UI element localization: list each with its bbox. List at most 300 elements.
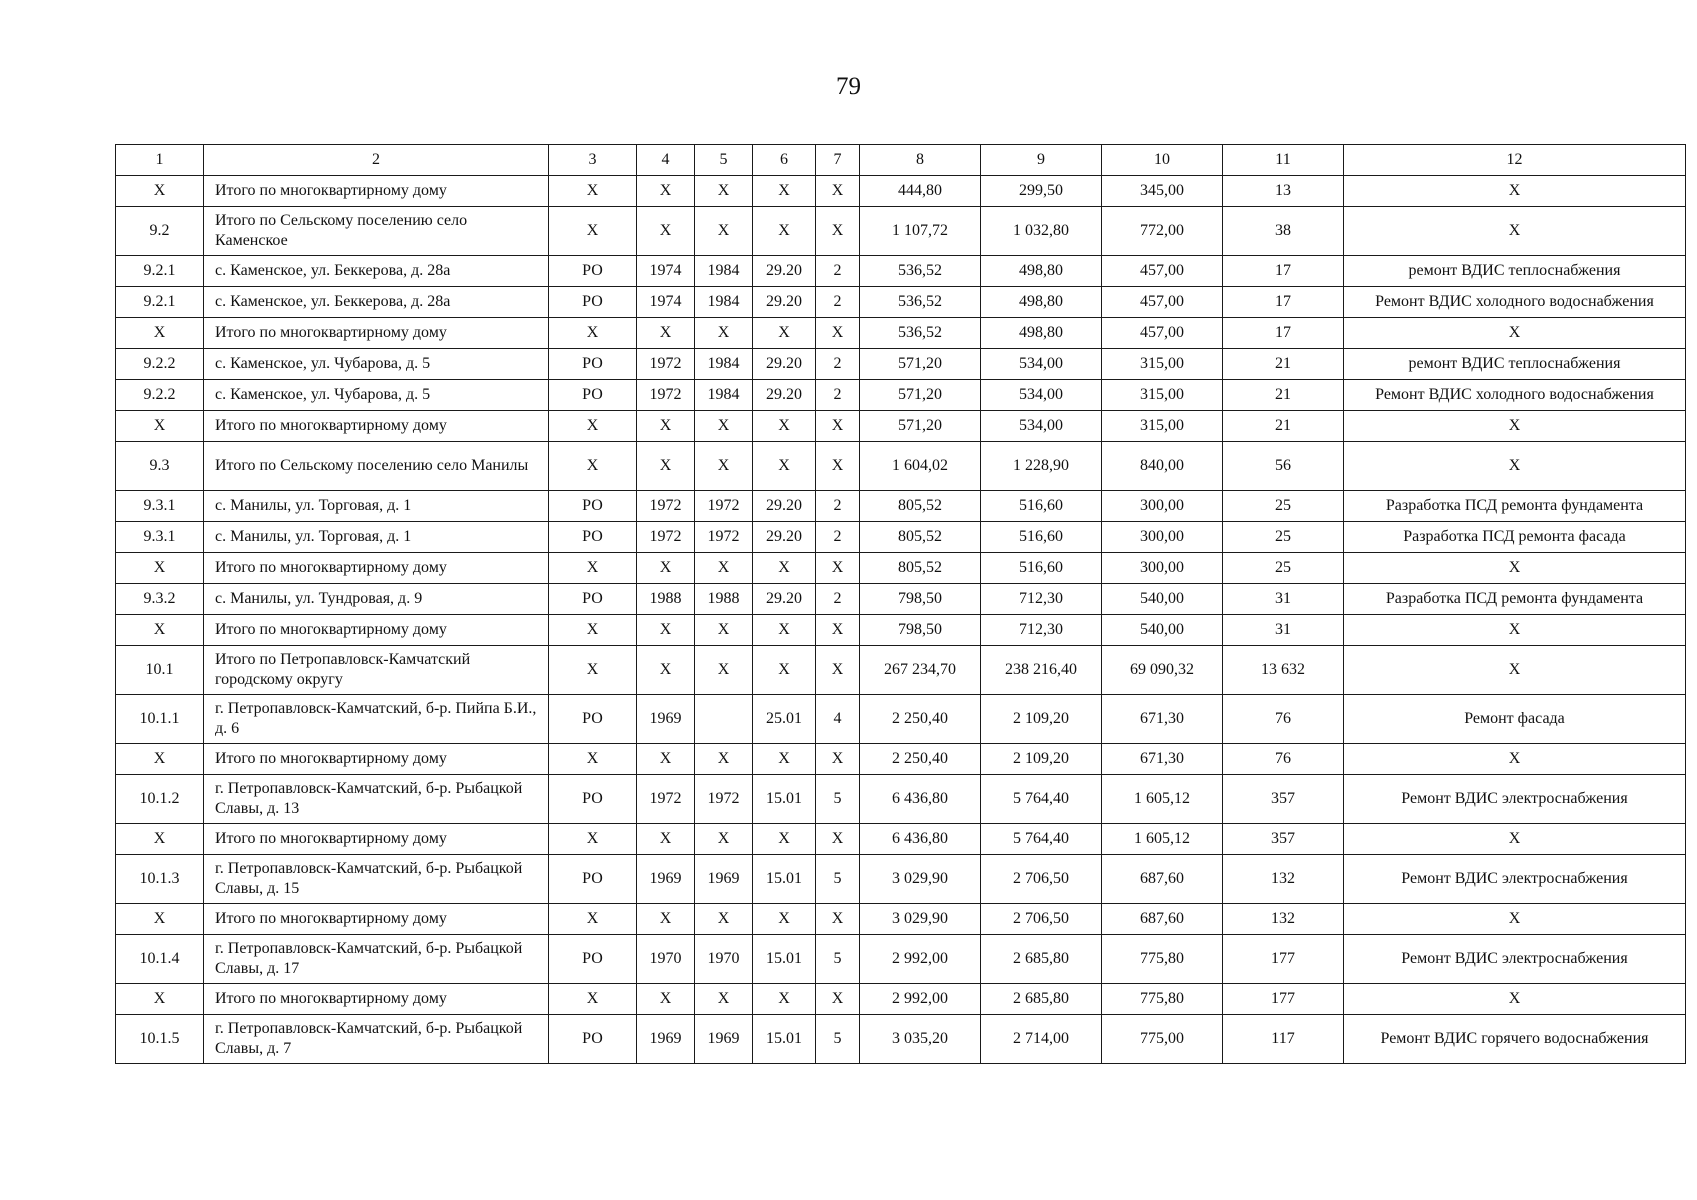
header-cell: 4: [637, 145, 695, 176]
row-number-cell: 10.1.2: [116, 775, 204, 824]
year-built-cell: 1972: [637, 775, 695, 824]
total-area-cell: 1 604,02: [860, 442, 981, 491]
ownership-cell: X: [549, 411, 637, 442]
address-cell: Итого по Петропавловск-Камчатский городскому округу: [204, 646, 549, 695]
address-cell: с. Каменское, ул. Чубарова, д. 5: [204, 380, 549, 411]
living-area-cell: 2 706,50: [981, 855, 1102, 904]
year-built-cell: X: [637, 176, 695, 207]
floors-cell: 5: [816, 1015, 860, 1064]
row-number-cell: X: [116, 824, 204, 855]
residents-cell: 76: [1223, 695, 1344, 744]
wall-code-cell: X: [753, 553, 816, 584]
address-cell: г. Петропавловск-Камчатский, б-р. Рыбацкой Славы, д. 15: [204, 855, 549, 904]
wall-code-cell: X: [753, 984, 816, 1015]
row-number-cell: 9.3.2: [116, 584, 204, 615]
address-cell: Итого по многоквартирному дому: [204, 318, 549, 349]
wall-code-cell: X: [753, 744, 816, 775]
residents-cell: 17: [1223, 287, 1344, 318]
wall-code-cell: 29.20: [753, 349, 816, 380]
table-row: [116, 380, 1686, 411]
wall-code-cell: 25.01: [753, 695, 816, 744]
residential-area-cell: 300,00: [1102, 553, 1223, 584]
residents-cell: 38: [1223, 207, 1344, 256]
work-type-cell: X: [1344, 207, 1686, 256]
residents-cell: 31: [1223, 615, 1344, 646]
table-row: [116, 318, 1686, 349]
work-type-cell: X: [1344, 646, 1686, 695]
residents-cell: 17: [1223, 256, 1344, 287]
year-built-cell: 1972: [637, 491, 695, 522]
year-overhaul-cell: X: [695, 615, 753, 646]
floors-cell: 5: [816, 775, 860, 824]
floors-cell: 2: [816, 380, 860, 411]
year-overhaul-cell: X: [695, 824, 753, 855]
total-area-cell: 3 035,20: [860, 1015, 981, 1064]
year-overhaul-cell: 1984: [695, 256, 753, 287]
ownership-cell: РО: [549, 349, 637, 380]
wall-code-cell: X: [753, 615, 816, 646]
total-area-cell: 798,50: [860, 584, 981, 615]
residents-cell: 132: [1223, 904, 1344, 935]
living-area-cell: 498,80: [981, 256, 1102, 287]
work-type-cell: Ремонт ВДИС холодного водоснабжения: [1344, 287, 1686, 318]
floors-cell: X: [816, 984, 860, 1015]
wall-code-cell: X: [753, 442, 816, 491]
table-row: [116, 984, 1686, 1015]
ownership-cell: РО: [549, 522, 637, 553]
address-cell: г. Петропавловск-Камчатский, б-р. Рыбацкой Славы, д. 13: [204, 775, 549, 824]
wall-code-cell: X: [753, 824, 816, 855]
living-area-cell: 2 706,50: [981, 904, 1102, 935]
row-number-cell: 9.3.1: [116, 522, 204, 553]
data-table: [115, 144, 1686, 1064]
address-cell: г. Петропавловск-Камчатский, б-р. Пийпа Б.И., д. 6: [204, 695, 549, 744]
living-area-cell: 516,60: [981, 522, 1102, 553]
year-built-cell: X: [637, 442, 695, 491]
header-cell: 5: [695, 145, 753, 176]
table-row: [116, 256, 1686, 287]
year-overhaul-cell: X: [695, 984, 753, 1015]
residential-area-cell: 69 090,32: [1102, 646, 1223, 695]
work-type-cell: Разработка ПСД ремонта фасада: [1344, 522, 1686, 553]
residential-area-cell: 687,60: [1102, 855, 1223, 904]
row-number-cell: X: [116, 904, 204, 935]
residents-cell: 21: [1223, 411, 1344, 442]
row-number-cell: X: [116, 615, 204, 646]
year-overhaul-cell: 1984: [695, 380, 753, 411]
work-type-cell: X: [1344, 615, 1686, 646]
year-overhaul-cell: 1972: [695, 522, 753, 553]
address-cell: г. Петропавловск-Камчатский, б-р. Рыбацкой Славы, д. 17: [204, 935, 549, 984]
year-built-cell: X: [637, 824, 695, 855]
row-number-cell: X: [116, 318, 204, 349]
living-area-cell: 516,60: [981, 491, 1102, 522]
living-area-cell: 5 764,40: [981, 824, 1102, 855]
total-area-cell: 1 107,72: [860, 207, 981, 256]
row-number-cell: 10.1.4: [116, 935, 204, 984]
header-cell: 7: [816, 145, 860, 176]
residential-area-cell: 671,30: [1102, 744, 1223, 775]
living-area-cell: 1 228,90: [981, 442, 1102, 491]
ownership-cell: РО: [549, 695, 637, 744]
living-area-cell: 238 216,40: [981, 646, 1102, 695]
living-area-cell: 534,00: [981, 380, 1102, 411]
table-row: [116, 855, 1686, 904]
floors-cell: X: [816, 553, 860, 584]
work-type-cell: X: [1344, 411, 1686, 442]
total-area-cell: 444,80: [860, 176, 981, 207]
residential-area-cell: 840,00: [1102, 442, 1223, 491]
total-area-cell: 3 029,90: [860, 855, 981, 904]
year-built-cell: X: [637, 318, 695, 349]
ownership-cell: X: [549, 984, 637, 1015]
living-area-cell: 2 714,00: [981, 1015, 1102, 1064]
year-overhaul-cell: 1969: [695, 1015, 753, 1064]
row-number-cell: 10.1: [116, 646, 204, 695]
address-cell: с. Манилы, ул. Торговая, д. 1: [204, 522, 549, 553]
total-area-cell: 805,52: [860, 522, 981, 553]
wall-code-cell: 29.20: [753, 380, 816, 411]
residents-cell: 76: [1223, 744, 1344, 775]
header-cell: 6: [753, 145, 816, 176]
residential-area-cell: 1 605,12: [1102, 824, 1223, 855]
total-area-cell: 6 436,80: [860, 775, 981, 824]
residential-area-cell: 315,00: [1102, 380, 1223, 411]
header-cell: 8: [860, 145, 981, 176]
ownership-cell: РО: [549, 1015, 637, 1064]
total-area-cell: 536,52: [860, 256, 981, 287]
address-cell: с. Манилы, ул. Торговая, д. 1: [204, 491, 549, 522]
table-row: [116, 935, 1686, 984]
ownership-cell: РО: [549, 855, 637, 904]
wall-code-cell: X: [753, 646, 816, 695]
ownership-cell: РО: [549, 491, 637, 522]
residential-area-cell: 457,00: [1102, 318, 1223, 349]
living-area-cell: 299,50: [981, 176, 1102, 207]
work-type-cell: ремонт ВДИС теплоснабжения: [1344, 256, 1686, 287]
living-area-cell: 2 109,20: [981, 695, 1102, 744]
ownership-cell: X: [549, 744, 637, 775]
work-type-cell: Ремонт ВДИС электроснабжения: [1344, 855, 1686, 904]
residents-cell: 13: [1223, 176, 1344, 207]
row-number-cell: 9.2.1: [116, 256, 204, 287]
floors-cell: 4: [816, 695, 860, 744]
wall-code-cell: 29.20: [753, 522, 816, 553]
ownership-cell: РО: [549, 256, 637, 287]
floors-cell: X: [816, 207, 860, 256]
residential-area-cell: 457,00: [1102, 256, 1223, 287]
year-overhaul-cell: X: [695, 442, 753, 491]
year-built-cell: X: [637, 646, 695, 695]
address-cell: Итого по многоквартирному дому: [204, 615, 549, 646]
row-number-cell: 10.1.5: [116, 1015, 204, 1064]
table-row: [116, 207, 1686, 256]
year-built-cell: 1969: [637, 855, 695, 904]
address-cell: Итого по многоквартирному дому: [204, 553, 549, 584]
residents-cell: 177: [1223, 984, 1344, 1015]
total-area-cell: 2 992,00: [860, 935, 981, 984]
residents-cell: 31: [1223, 584, 1344, 615]
table-row: [116, 287, 1686, 318]
residents-cell: 21: [1223, 380, 1344, 411]
table-row: [116, 176, 1686, 207]
row-number-cell: X: [116, 984, 204, 1015]
row-number-cell: 9.2: [116, 207, 204, 256]
table-row: [116, 584, 1686, 615]
address-cell: Итого по многоквартирному дому: [204, 411, 549, 442]
living-area-cell: 516,60: [981, 553, 1102, 584]
residents-cell: 25: [1223, 522, 1344, 553]
living-area-cell: 498,80: [981, 287, 1102, 318]
address-cell: Итого по Сельскому поселению село Каменское: [204, 207, 549, 256]
address-cell: с. Каменское, ул. Беккерова, д. 28а: [204, 256, 549, 287]
ownership-cell: РО: [549, 935, 637, 984]
table-row: [116, 1015, 1686, 1064]
residents-cell: 177: [1223, 935, 1344, 984]
living-area-cell: 1 032,80: [981, 207, 1102, 256]
total-area-cell: 571,20: [860, 349, 981, 380]
ownership-cell: X: [549, 646, 637, 695]
address-cell: Итого по многоквартирному дому: [204, 824, 549, 855]
year-overhaul-cell: 1969: [695, 855, 753, 904]
total-area-cell: 536,52: [860, 318, 981, 349]
table-row: [116, 491, 1686, 522]
living-area-cell: 534,00: [981, 349, 1102, 380]
total-area-cell: 536,52: [860, 287, 981, 318]
table-row: [116, 522, 1686, 553]
total-area-cell: 2 250,40: [860, 695, 981, 744]
year-overhaul-cell: X: [695, 744, 753, 775]
year-built-cell: X: [637, 904, 695, 935]
floors-cell: 5: [816, 935, 860, 984]
row-number-cell: X: [116, 411, 204, 442]
residents-cell: 357: [1223, 775, 1344, 824]
table-row: [116, 775, 1686, 824]
work-type-cell: X: [1344, 176, 1686, 207]
year-overhaul-cell: X: [695, 207, 753, 256]
table-row: [116, 904, 1686, 935]
residential-area-cell: 315,00: [1102, 349, 1223, 380]
ownership-cell: X: [549, 824, 637, 855]
year-overhaul-cell: X: [695, 411, 753, 442]
residents-cell: 25: [1223, 553, 1344, 584]
year-overhaul-cell: 1970: [695, 935, 753, 984]
work-type-cell: Ремонт ВДИС электроснабжения: [1344, 935, 1686, 984]
ownership-cell: РО: [549, 775, 637, 824]
year-overhaul-cell: 1988: [695, 584, 753, 615]
floors-cell: 2: [816, 522, 860, 553]
address-cell: Итого по многоквартирному дому: [204, 904, 549, 935]
living-area-cell: 5 764,40: [981, 775, 1102, 824]
row-number-cell: X: [116, 176, 204, 207]
wall-code-cell: X: [753, 176, 816, 207]
total-area-cell: 3 029,90: [860, 904, 981, 935]
ownership-cell: РО: [549, 584, 637, 615]
residential-area-cell: 540,00: [1102, 584, 1223, 615]
residential-area-cell: 1 605,12: [1102, 775, 1223, 824]
ownership-cell: X: [549, 553, 637, 584]
total-area-cell: 571,20: [860, 380, 981, 411]
wall-code-cell: 15.01: [753, 775, 816, 824]
year-built-cell: 1972: [637, 380, 695, 411]
floors-cell: 2: [816, 349, 860, 380]
row-number-cell: 10.1.1: [116, 695, 204, 744]
residential-area-cell: 315,00: [1102, 411, 1223, 442]
living-area-cell: 2 685,80: [981, 935, 1102, 984]
ownership-cell: X: [549, 318, 637, 349]
work-type-cell: X: [1344, 318, 1686, 349]
year-built-cell: X: [637, 411, 695, 442]
table-row: [116, 824, 1686, 855]
living-area-cell: 712,30: [981, 615, 1102, 646]
year-overhaul-cell: 1984: [695, 349, 753, 380]
wall-code-cell: 15.01: [753, 1015, 816, 1064]
work-type-cell: Ремонт ВДИС электроснабжения: [1344, 775, 1686, 824]
residents-cell: 25: [1223, 491, 1344, 522]
residential-area-cell: 772,00: [1102, 207, 1223, 256]
residents-cell: 17: [1223, 318, 1344, 349]
living-area-cell: 712,30: [981, 584, 1102, 615]
year-built-cell: 1969: [637, 695, 695, 744]
year-built-cell: X: [637, 984, 695, 1015]
floors-cell: 2: [816, 491, 860, 522]
ownership-cell: X: [549, 442, 637, 491]
work-type-cell: X: [1344, 824, 1686, 855]
header-cell: 2: [204, 145, 549, 176]
floors-cell: 2: [816, 256, 860, 287]
row-number-cell: 9.2.2: [116, 380, 204, 411]
wall-code-cell: X: [753, 318, 816, 349]
wall-code-cell: X: [753, 411, 816, 442]
wall-code-cell: 29.20: [753, 491, 816, 522]
work-type-cell: Разработка ПСД ремонта фундамента: [1344, 491, 1686, 522]
work-type-cell: Ремонт фасада: [1344, 695, 1686, 744]
address-cell: Итого по Сельскому поселению село Манилы: [204, 442, 549, 491]
residential-area-cell: 775,00: [1102, 1015, 1223, 1064]
work-type-cell: Разработка ПСД ремонта фундамента: [1344, 584, 1686, 615]
year-built-cell: 1970: [637, 935, 695, 984]
year-built-cell: 1974: [637, 287, 695, 318]
ownership-cell: РО: [549, 287, 637, 318]
year-built-cell: X: [637, 207, 695, 256]
header-cell: 10: [1102, 145, 1223, 176]
row-number-cell: 9.2.2: [116, 349, 204, 380]
floors-cell: X: [816, 442, 860, 491]
residents-cell: 56: [1223, 442, 1344, 491]
floors-cell: X: [816, 904, 860, 935]
work-type-cell: X: [1344, 553, 1686, 584]
year-built-cell: X: [637, 615, 695, 646]
wall-code-cell: 29.20: [753, 256, 816, 287]
wall-code-cell: 15.01: [753, 855, 816, 904]
table-row: [116, 695, 1686, 744]
floors-cell: X: [816, 824, 860, 855]
year-overhaul-cell: 1972: [695, 491, 753, 522]
living-area-cell: 498,80: [981, 318, 1102, 349]
year-built-cell: 1969: [637, 1015, 695, 1064]
residential-area-cell: 775,80: [1102, 935, 1223, 984]
work-type-cell: X: [1344, 744, 1686, 775]
page-number: 79: [836, 73, 861, 100]
year-overhaul-cell: X: [695, 176, 753, 207]
work-type-cell: X: [1344, 904, 1686, 935]
wall-code-cell: 29.20: [753, 584, 816, 615]
year-built-cell: X: [637, 553, 695, 584]
year-overhaul-cell: X: [695, 318, 753, 349]
wall-code-cell: X: [753, 904, 816, 935]
total-area-cell: 798,50: [860, 615, 981, 646]
floors-cell: X: [816, 744, 860, 775]
year-built-cell: 1972: [637, 522, 695, 553]
residents-cell: 21: [1223, 349, 1344, 380]
ownership-cell: X: [549, 615, 637, 646]
total-area-cell: 571,20: [860, 411, 981, 442]
floors-cell: X: [816, 646, 860, 695]
year-built-cell: 1974: [637, 256, 695, 287]
header-cell: 3: [549, 145, 637, 176]
residential-area-cell: 671,30: [1102, 695, 1223, 744]
address-cell: с. Каменское, ул. Чубарова, д. 5: [204, 349, 549, 380]
wall-code-cell: X: [753, 207, 816, 256]
table-row: [116, 646, 1686, 695]
residential-area-cell: 540,00: [1102, 615, 1223, 646]
floors-cell: X: [816, 318, 860, 349]
living-area-cell: 534,00: [981, 411, 1102, 442]
header-cell: 9: [981, 145, 1102, 176]
residents-cell: 117: [1223, 1015, 1344, 1064]
year-overhaul-cell: X: [695, 904, 753, 935]
table-row: [116, 744, 1686, 775]
row-number-cell: 9.3.1: [116, 491, 204, 522]
living-area-cell: 2 109,20: [981, 744, 1102, 775]
address-cell: Итого по многоквартирному дому: [204, 176, 549, 207]
residential-area-cell: 775,80: [1102, 984, 1223, 1015]
residential-area-cell: 300,00: [1102, 522, 1223, 553]
work-type-cell: X: [1344, 984, 1686, 1015]
row-number-cell: 9.2.1: [116, 287, 204, 318]
table-row: [116, 442, 1686, 491]
residential-area-cell: 687,60: [1102, 904, 1223, 935]
ownership-cell: X: [549, 207, 637, 256]
year-overhaul-cell: X: [695, 553, 753, 584]
ownership-cell: РО: [549, 380, 637, 411]
address-cell: с. Манилы, ул. Тундровая, д. 9: [204, 584, 549, 615]
table-row: [116, 349, 1686, 380]
total-area-cell: 2 992,00: [860, 984, 981, 1015]
year-built-cell: 1972: [637, 349, 695, 380]
header-cell: 1: [116, 145, 204, 176]
year-built-cell: X: [637, 744, 695, 775]
work-type-cell: X: [1344, 442, 1686, 491]
work-type-cell: Ремонт ВДИС холодного водоснабжения: [1344, 380, 1686, 411]
year-overhaul-cell: [695, 695, 753, 744]
total-area-cell: 805,52: [860, 491, 981, 522]
floors-cell: X: [816, 615, 860, 646]
row-number-cell: 9.3: [116, 442, 204, 491]
residential-area-cell: 345,00: [1102, 176, 1223, 207]
total-area-cell: 805,52: [860, 553, 981, 584]
total-area-cell: 2 250,40: [860, 744, 981, 775]
floors-cell: X: [816, 411, 860, 442]
floors-cell: X: [816, 176, 860, 207]
wall-code-cell: 15.01: [753, 935, 816, 984]
address-cell: Итого по многоквартирному дому: [204, 984, 549, 1015]
work-type-cell: ремонт ВДИС теплоснабжения: [1344, 349, 1686, 380]
year-built-cell: 1988: [637, 584, 695, 615]
work-type-cell: Ремонт ВДИС горячего водоснабжения: [1344, 1015, 1686, 1064]
year-overhaul-cell: 1972: [695, 775, 753, 824]
header-cell: 12: [1344, 145, 1686, 176]
